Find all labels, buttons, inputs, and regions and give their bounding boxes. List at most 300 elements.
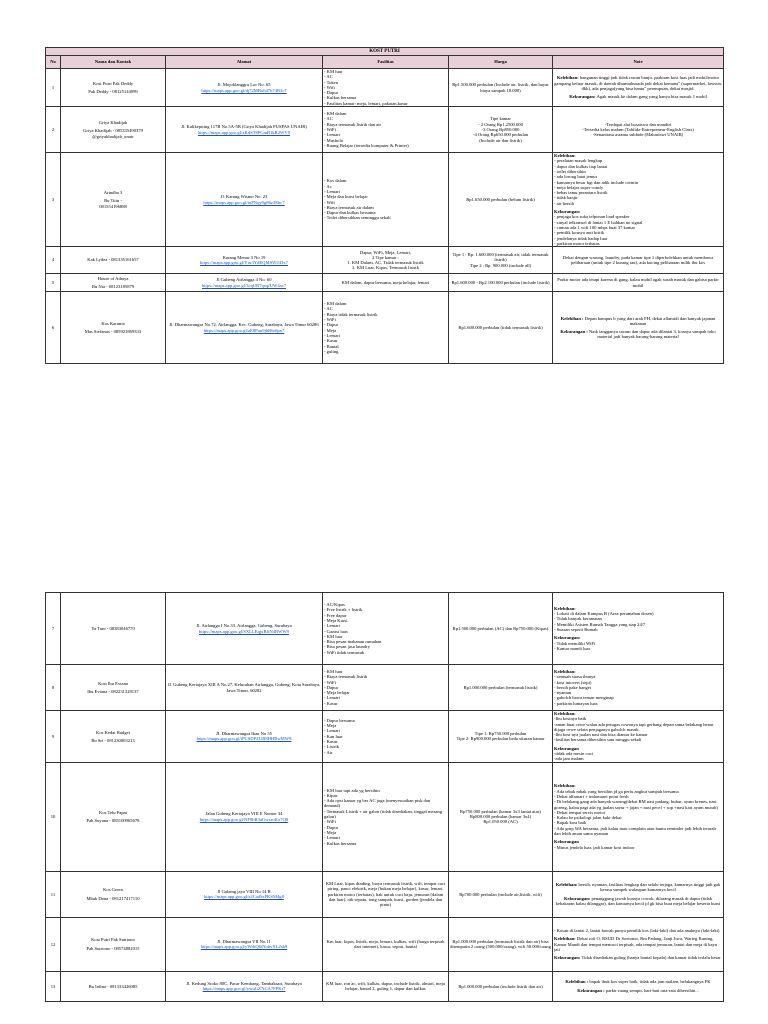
note-cell-line: - Kamar mandi luar [554, 645, 591, 651]
note-cell-line: Kekurangan [554, 745, 579, 751]
facilities-cell-line: - Termasuk Listrik + air galon (tidak disediakan, tinggal mesang galon) [324, 808, 443, 820]
name-contact [61, 69, 166, 107]
facilities-cell-line: - Fasilitas kamar: meja, lemari, pakaian,kasur [324, 100, 408, 106]
maps-link[interactable]: https://maps.app.goo.gl/dj72MBx647b74R3c7 [201, 87, 287, 93]
price-cell-line: Rp700.000 perbulan (include air,listrik, wifi) [459, 891, 542, 897]
facilities-cell-line: - Lemari [324, 132, 340, 138]
name-contact [61, 153, 166, 247]
note-cell-line: Kekurangan: [554, 209, 581, 215]
note-label: Kelebihan: [554, 936, 577, 942]
header-facilities: Fasilitas [323, 56, 449, 69]
facilities-cell-line: - Kasur [324, 700, 338, 706]
address-text: Jl. Mojoklanggru Lor No. 65 [217, 82, 271, 88]
name-contact [61, 107, 166, 153]
price-cell-line: Tipe 2 : Rp. 900.000 (include all) [469, 262, 532, 268]
facilities-cell-line: - AC [324, 306, 333, 312]
note-cell-line: Dekat dengan warung, laundry, pada kamar tipe 1 diperbolehkan untuk membawa peliharaan (untuk tipe 2 kurang tau), ada kucing peliharaan milik ibu kos [562, 254, 714, 266]
name-contact-line: Kak Lydea - 081335161657 [87, 257, 139, 263]
facilities-cell-line: 1. KM Dalam, AC, Tidak termasuk listrik [347, 260, 424, 266]
note-cell-line: - nyaman [554, 690, 572, 696]
name-contact-line: Griya Khadijah - 085335490379 [83, 128, 143, 134]
note-cell-line: Kekurangan: Tidak disediakan guling (hanya bantal kepala) dan kamar tidak terlalu besar [554, 955, 721, 961]
note-cell-line: Kelebihan: [554, 668, 576, 674]
facilities-cell-line: - Mushola [324, 137, 343, 143]
facilities-cell-line: - Dapur bersama [324, 717, 355, 723]
address-cell [166, 871, 323, 917]
facilities-cell-line: - Dapur [324, 90, 339, 96]
facilities-cell-line: - KM dalam [324, 111, 347, 117]
name-contact-line: Bu Irdina - 081333426085 [88, 983, 138, 989]
note-label: Kekurangan: [569, 94, 597, 100]
name-contact-line: Pak Suyana - 085100965678 [86, 818, 140, 824]
address-cell [166, 971, 323, 1001]
note-cell [553, 871, 724, 917]
address-cell [166, 593, 323, 665]
name-contact-line: Kos Green [103, 887, 123, 893]
name-contact-line: Kost Putri Pak Sutriono [91, 937, 135, 943]
note-cell-line: - parkiran motor terbatas [554, 240, 600, 246]
address-cell [166, 69, 323, 107]
facilities-cell-line: - Meja Kursi [324, 617, 348, 623]
note-cell-line: -Terdapat alat hosaiswa dan mandiri [604, 121, 672, 127]
name-contact [61, 711, 166, 763]
price-cell-line: - 2 Orang Rp1.2500.000 [478, 121, 523, 127]
table-row [46, 247, 724, 274]
name-contact [61, 762, 166, 871]
row-number: 11 [46, 871, 61, 917]
table-row [46, 711, 724, 763]
table-row [46, 871, 724, 917]
name-contact [61, 917, 166, 971]
note-cell-line: Kelebihan: bangunan tinggi jadi tidak rawan banjir, parkiran kost luas jadi mobil/motor gampang keluar masuk, di daerah dharmahusada jadi dekat kemana" (supermarket, lawson, dkk), ada penjaga(yang bisa bantu" perempuan, dekat masjid. [554, 75, 722, 92]
facilities-cell [323, 665, 449, 711]
note-cell [553, 971, 724, 1001]
row-number: 5 [46, 274, 61, 292]
note-cell-line: - Kalau ke psikologi jalan kaki dekat [554, 815, 622, 821]
address-text: Karang Menur 3 No 19 [222, 254, 266, 260]
facilities-cell [323, 711, 449, 763]
note-cell-line: - penjaga kos suka telponan loud speaker [554, 214, 630, 220]
note-cell [553, 762, 724, 871]
facilities-cell-line: KM Luar, kipas dinding, biaya termasuk listrik, wifi, tempat cuci piring, panci elektrik, meja (bukan meja belajar), kasur, lemari, parkiran motor (terbatas), bak untuk cuci baju, jemuran (dalam dan luar), rak sepatu, tong sampah, kursi, gorden (jendela dan pintu) [325, 880, 446, 908]
address-text: Jl. Dharmawangsa No.72, Airlangga, Kec. Gubeng, Surabaya, Jawa Timur 60286 [169, 322, 319, 328]
note-cell-line: Parkir motor ada tetapi karena di gang, kalau mobil agak susah masuk dan gabisa parkir mobil [557, 277, 719, 288]
name-contact-line: Kos Karunia [101, 320, 125, 326]
note-label: Kelebihan: [556, 75, 580, 81]
row-number: 10 [46, 762, 61, 871]
price-cell [449, 274, 553, 292]
facilities-cell-line: - Toilet dibersihkan seminggu sekali [324, 215, 391, 221]
note-cell-line: - Tidak memiliki WiFi [554, 640, 596, 646]
row-number: 6 [46, 292, 61, 364]
note-cell-line: - semuah suasa ibunya [554, 674, 596, 680]
maps-link[interactable]: https://maps.app.goo.gl/NF8hB3aGwxroKx7Q8 [199, 816, 289, 822]
facilities-cell [323, 762, 449, 871]
row-number: 2 [46, 107, 61, 153]
address-cell [166, 292, 323, 364]
note-cell-line: - jendelanya tidak hadap luar [554, 235, 608, 241]
note-cell [553, 593, 724, 665]
facilities-cell-line: - Biaya termasuk listrik dan air [324, 121, 382, 127]
note-cell-line: - Tidak banyak keramaian [554, 616, 602, 622]
note-cell-line: - toilet dibersihin [554, 168, 586, 174]
row-number: 8 [46, 665, 61, 711]
note-cell-line: Kekurangan: [554, 635, 581, 641]
note-cell-line: Kelebihan: [554, 605, 576, 611]
table-row [46, 971, 724, 1001]
note-cell-line: - Minus jendela luar, jadi kamar kost indoor [554, 844, 635, 850]
facilities-cell-line: - Dapur [324, 824, 339, 830]
row-number: 9 [46, 711, 61, 763]
note-cell-line: - kamarnya besar bgt dan adik include cermin [554, 179, 639, 185]
facilities-cell-line: - Meja [324, 327, 337, 333]
address-cell [166, 153, 323, 247]
table-page-1 [45, 47, 723, 364]
name-contact-line: Mbak Dona - 081217417110 [86, 895, 140, 901]
facilities-cell-line: - Bantal [324, 343, 339, 349]
name-contact-line: Kos Kedai Budget [96, 729, 130, 735]
address-cell [166, 711, 323, 763]
facilities-cell [323, 292, 449, 364]
facilities-cell-line: - KM dalam [324, 301, 347, 307]
price-cell-line: Rp1.000.000 perbulan (termasuk listrik dan air) bisa ditempatin 2 orang (500.000/orang), wifi 50.000/orang [450, 938, 551, 950]
price-cell [449, 871, 553, 917]
note-cell [553, 292, 724, 364]
note-cell [553, 665, 724, 711]
maps-link[interactable]: https://maps.app.goo.gl/ywuGZ7iCA7FPKr7 [202, 986, 286, 992]
table-row [46, 593, 724, 665]
price-cell-line: Rp1.000.000 perbulan (include listrik dan air) [458, 983, 543, 989]
name-contact-line: Bu Nia - 08123185879 [91, 284, 135, 290]
facilities-cell-line: - Kipas [324, 792, 338, 798]
table-row [46, 762, 724, 871]
note-label: Kekurangan : [577, 987, 606, 993]
address-text: Jl. Airlangga I No.33, Airlangga, Gubeng, Surabaya [196, 623, 292, 629]
note-cell-line: - gabolch bawa teman menginap [554, 695, 614, 701]
name-contact [61, 593, 166, 665]
note-label: Kelebihan : [565, 979, 590, 985]
facilities-cell [323, 274, 449, 292]
name-contact-line: Kost Ibu Eviana [98, 680, 128, 686]
name-contact-line: Arindha 3 [103, 190, 123, 196]
address-text: Jl. Gubeng Kertajaya XIII A No.27, Kelurahan Airlangga, Gubeng, Kota Surabaya, Jawa Timur, 60282 [167, 682, 321, 693]
address-text: Jl Gubeng Airlangga 4 No. 60 [216, 277, 272, 283]
price-cell-line: Rp750.000 perbulan (kamar 3x3 lantai atas) [460, 808, 541, 814]
note-cell-line: - Ada grup WA bersama, jadi kalau mau complain atau bantu reminder jadi lebih terarah dan lebih aman sama nyaman [554, 825, 716, 837]
maps-link[interactable]: https://maps.app.goo.gl/zE8Pun9jhB6r6pn7 [203, 327, 285, 333]
header-row [46, 56, 724, 69]
facilities-cell-line: - Biaya tidak termasuk listrik [324, 311, 378, 317]
note-cell [553, 711, 724, 763]
note-cell-line: - Dekat tempat servis motor [554, 809, 606, 815]
note-cell-line: Kelebihan: bersih, nyaman, fasilitas lengkap dan selalu terjaga, kamarnya tinggi jadi gak kerasa sumpek walaupun kamarnya kecil [555, 882, 721, 893]
facilities-cell-line: - KM luar [324, 668, 343, 674]
note-cell [553, 247, 724, 274]
note-cell-line: Kelebihan: Dekat roti O, RSUD Dr Soetomo, Rm Padang, Janji Jiwa, Warteg Kuning, Kamar Mandi dan tempat mencuci terpisah, ada tempat jemuran, lantai dan meja di kayu jati [554, 936, 718, 952]
facilities-cell-line: Km luar, kipas, listrik, meja, lemari, kulkas, wifi (harga terpisah dari internet), kasur, seprai, bantal [326, 938, 445, 950]
facilities-cell-line: - AC [324, 116, 333, 122]
note-cell-line: -Senantiasa asrama subhide (Mahasiswi UNAIR) [592, 132, 684, 138]
note-cell-line: - cuman ada 1 wifi 100 mbps buat 37 kamar [554, 224, 636, 230]
kost-table-1 [45, 47, 724, 364]
price-cell-line: Rp1.650.000 perbulan (belum listrik) [466, 196, 535, 202]
facilities-cell [323, 593, 449, 665]
note-cell-line: - Lokasi di dalam Kampus B (Area perumahan dosen) [554, 611, 654, 617]
facilities-cell-line: - WiFi [324, 679, 336, 685]
table-page-2 [45, 592, 723, 1002]
maps-link[interactable]: https://maps.app.goo.gl/xKdST8PCmB1kR2WV9 [197, 129, 290, 135]
facilities-cell-line: - Biaya termasuk air dalam [324, 204, 374, 210]
table-title-row [46, 48, 724, 56]
note-cell-line: - sinyal telkomsel di lantai 1 E bahkan no signal [554, 219, 643, 225]
facilities-cell-line: - Dapur [324, 684, 339, 690]
note-cell-line: - Bapak kost baik [554, 820, 587, 826]
facilities-cell-line: - Ruang Belajar (tersedia komputer & Printer) [324, 142, 409, 148]
facilities-cell-line: - WiFi [324, 317, 336, 323]
facilities-cell-line: - Lemari [324, 332, 340, 338]
row-number: 13 [46, 971, 61, 1001]
facilities-cell-line: - KM luar [324, 633, 343, 639]
note-cell-line: -aman buat cewe walau ada petugas cowonya tapi gerbang depan sama belakang benar dijaga cewe selain penjaganya gabolch masuk. [554, 721, 714, 732]
maps-link[interactable]: https://maps.app.goo.gl/iPCSDPZUB8HHBwMW8 [196, 736, 292, 742]
address-cell [166, 665, 323, 711]
name-contact [61, 292, 166, 364]
facilities-cell-line: 2 Tipe kamar : [372, 254, 399, 260]
price-cell-line: Rp1.600.000 perbulan (tidak termasuk listrik) [458, 324, 543, 330]
price-cell [449, 711, 553, 763]
row-number: 1 [46, 69, 61, 107]
note-cell-line: Kelebihan: [554, 711, 576, 716]
note-cell [553, 274, 724, 292]
address-cell [166, 274, 323, 292]
price-cell [449, 665, 553, 711]
note-cell [553, 153, 724, 247]
address-cell [166, 917, 323, 971]
maps-link[interactable]: https://maps.app.goo.gl/yWrbQ6tNohvXL2sb9 [200, 944, 288, 950]
facilities-cell-line: - Listrik [324, 744, 339, 750]
table-row [46, 107, 724, 153]
price-cell-line: Rp1.000.000 perbulan (termasuk listrik) [463, 684, 538, 690]
maps-link[interactable]: https://maps.app.goo.gl/SXLLEqjxRfiN4BWW9 [199, 628, 289, 634]
facilities-cell-line: - Meja belajar [324, 690, 350, 696]
price-cell-line: Rp800.000 perbulan (kamar 3x4) [469, 814, 532, 820]
facilities-cell-line: - Biaya termasuk listrik [324, 674, 368, 680]
address-cell [166, 107, 323, 153]
name-contact-line: Bu Sri - 081230003213 [91, 737, 135, 743]
address-text: Jl. Dharmawangsa VII No.11 [217, 938, 271, 944]
price-cell-line: Tipe 1 : Rp. 1.600.000 (termasuk air, tidak termasuk listrik) [452, 252, 549, 263]
note-cell-line: Kelebihan : bapak ibuk kos super baik, tidak ada jam malam, belakangnya FK [565, 979, 711, 985]
facilities-cell-line: KM luar, ron ac, wifi, kulkas, dapur, include listrik, almari, meja belajar, bantal 2, guling 1, dapur dan kulkas [326, 980, 445, 992]
price-cell-line: Tipe 2: Rp900.000 perbulan beda ukuran kamar [456, 736, 545, 742]
row-number: 3 [46, 153, 61, 247]
note-cell-line: - pemilik kosnya anti kritik [554, 230, 605, 236]
price-cell-line: Tipe 1: Rp750.000 perbulan [474, 731, 527, 737]
address-text: Jl. Kalikepiting 117B No.5A-5B (Griya Khadijah PUSPAS UNAIR) [181, 124, 307, 130]
name-contact [61, 971, 166, 1001]
name-contact-line: Bu Titin - [104, 198, 122, 204]
table-row [46, 274, 724, 292]
price-cell-line: Rp1.050.000 (AC) [483, 819, 518, 825]
price-cell [449, 917, 553, 971]
name-contact-line: Griya Khadijah [98, 120, 128, 126]
note-cell [553, 69, 724, 107]
facilities-cell [323, 153, 449, 247]
price-cell-line: -3 Orang Rp850.000 [481, 126, 520, 132]
note-cell [553, 917, 724, 971]
note-cell-line: - air bersih [554, 200, 574, 206]
facilities-cell-line: - KM luar [324, 69, 343, 74]
note-label: Kekurangan: [563, 895, 592, 901]
facilities-cell-line: - Bisa pesan jasa laundry [324, 644, 370, 650]
facilities-cell-line: - AC [324, 74, 333, 80]
facilities-cell-line: - Wifi [324, 199, 335, 205]
facilities-cell-line: - Kasur [324, 338, 338, 344]
facilities-cell-line: - Token [324, 79, 339, 85]
address-text: Jl Gubeng jaya VIII No 14 B [217, 888, 271, 894]
address-text: Jl. Karang Wismo No. 23 [220, 194, 268, 200]
note-label: Kekurangan : [560, 329, 589, 335]
facilities-cell-line: - Meja [324, 829, 337, 835]
note-cell-line: - bersih pake banget [554, 684, 592, 690]
facilities-cell [323, 107, 449, 153]
table-row [46, 292, 724, 364]
address-cell [166, 247, 323, 274]
note-cell-line: Kekurangan: Agak masuk ke dalam gang yang hanya bisa masuk 1 mobil [569, 94, 707, 100]
price-cell-line: Tipe kamar [490, 116, 511, 122]
note-cell-line: - Ada tebak mbak yang bersihin jd ga perlu angkut sampah bersama [554, 788, 679, 794]
note-cell-line: Kekurangan : Naik tangganya curam dan dapur ada dilantai 3, kosnya sampah toko material jadi banyak barang-barang material [560, 329, 716, 340]
facilities-cell-line: - Wifi [324, 84, 335, 90]
facilities-cell-line: - KM luar tapi ada yg bersihin [324, 787, 380, 793]
note-cell-line: -fasilitas bersama dibersihin satu minggu sekali [554, 737, 642, 743]
row-number: 12 [46, 917, 61, 971]
note-cell-line: - Memiliki Asisten Rumah Tangga yang siap 24/7 [554, 621, 646, 627]
name-contact-line: Pak Sutriono - 08574882015 [86, 945, 140, 951]
facilities-cell-line: KM dalam, dapur bersama, meja belajar, lemari [341, 279, 430, 285]
facilities-cell-line: - Free listrik + listrik [324, 607, 363, 613]
address-text: Jalan Gubeng Kertajaya VIII E Nomor 34 [205, 811, 283, 817]
note-cell-line: - dapur dan kulkas tiap lantai [554, 163, 608, 169]
facilities-cell-line: - WiFi [324, 819, 336, 825]
note-cell-line: - meja belajar super comfy [554, 184, 604, 190]
facilities-cell-line: - Air [324, 749, 333, 755]
facilities-cell-line: - Meja [324, 723, 337, 729]
note-cell-line: Kelebihan: [554, 153, 576, 159]
note-cell-line: -tidak ada mesin cuci [554, 751, 594, 757]
price-cell [449, 69, 553, 107]
note-cell-line: - Kosan di lantai 2, lantai bawah punya pemilik kos (laki-laki) dan ada anaknya (laki-laki) [554, 927, 720, 933]
header-no: No [46, 56, 61, 69]
facilities-cell [323, 69, 449, 107]
facilities-cell-line: - Dapur [324, 322, 339, 328]
name-contact-line: House of Athaya [97, 275, 129, 281]
price-cell [449, 762, 553, 871]
note-cell [553, 107, 724, 153]
maps-link[interactable]: https://maps.app.goo.gl/tuPNqy9g86z3Ehc7 [203, 199, 285, 205]
facilities-cell [323, 971, 449, 1001]
name-contact-line: Ibu Eviana - 082231328137 [87, 689, 139, 694]
facilities-cell-line: - Bisa pesan makanan rumahan [324, 639, 382, 645]
header-note: Note [553, 56, 724, 69]
note-cell-line: Kelebihan : Depan kampus b yang dari arah FH, dekat alfamidi dan banyak jajanan makanan [560, 315, 716, 326]
note-cell-line: - Suasan seperti Rumah [554, 627, 598, 632]
name-contact-line: Ya Tuni - 08383046770 [91, 625, 135, 631]
header-name: Nama dan Kontak [61, 56, 166, 69]
row-number: 4 [46, 247, 61, 274]
note-cell-line: - bebas tamu perantara listrik [554, 190, 608, 196]
note-cell-line: Kekurangan: penanggung jawab kosnya cowok, dilarang masak di dapur (tidak kebakaran kalau dilanggar), dan kamarnya kecil jd gk bisa buat meja belajar beserta kursi [555, 895, 721, 906]
note-cell-line: - ada lorong buat jemur [554, 174, 598, 180]
facilities-cell-line: - Lemari [324, 835, 340, 841]
note-cell-line: -Ibu kost nya jualan nasi dan bisa diantar ke kamar [554, 732, 648, 738]
facilities-cell-line: - Lemari [324, 728, 340, 734]
facilities-cell-line: - Kan luar [324, 733, 343, 739]
facilities-cell-line: - Lemari [324, 623, 340, 629]
note-cell-line: Kekurangan : parkir ruang sempit, hati-hati rata-rata dibersihin... [577, 987, 699, 993]
name-contact-line: Pak Deddy - 08125144099 [88, 89, 138, 95]
note-cell-line: - parkiran lumayan luas [554, 700, 598, 706]
name-contact-line: Kost Putri Pak Deddy [92, 80, 134, 86]
note-cell-line: -Tersedia kelas malam (Tahfidz-Entrepreneur-English Class) [582, 126, 694, 132]
price-cell-line: -4 Orang Rp650.000 perbulan [472, 132, 529, 138]
note-cell-line: Kekurangan [554, 839, 579, 845]
facilities-cell-line: - Free dapur [324, 612, 347, 618]
facilities-cell-line: - Kulkas bersama [324, 95, 357, 101]
name-contact [61, 871, 166, 917]
facilities-cell-line: - guling [324, 348, 339, 354]
facilities-cell-line: - Dapur dan kulkas bersama [324, 210, 376, 216]
table-row [46, 69, 724, 107]
price-cell [449, 153, 553, 247]
name-contact-line: 081554196888 [99, 203, 127, 209]
note-cell-line: -Ibu kostnya baik [554, 716, 587, 722]
maps-link[interactable]: https://maps.app.goo.gl/3cqUR7qsqJUW4ac7 [201, 282, 287, 288]
facilities-cell-line: - Lemari [324, 695, 340, 701]
table-row [46, 153, 724, 247]
address-cell [166, 762, 323, 871]
table-row [46, 917, 724, 971]
facilities-cell-line: - Ada opsi kamar yg ber AC juga (menyesuaikan pisk dan demand) [324, 798, 431, 809]
address-text: Jl. Kedung Sroko 80C, Pacar Kembang, Tambaksari, Surabaya [186, 980, 302, 986]
row-number: 7 [46, 593, 61, 665]
facilities-cell [323, 247, 449, 274]
facilities-cell [323, 871, 449, 917]
note-cell-line: - tidak banjir [554, 195, 578, 201]
facilities-cell-line: - AC/Kipas [324, 602, 345, 608]
note-label: Kelebihan : [560, 315, 585, 321]
address-text: JL Dharmawangsa Ikan No 55 [216, 731, 272, 737]
price-cell-line: Rp1.600.000 - Rp2.100.000 perbulan (include listrik) [451, 279, 550, 285]
facilities-cell-line: - Meja dan kursi belajar [324, 194, 368, 200]
price-cell [449, 971, 553, 1001]
table-title: KOST PUTRI [46, 48, 724, 56]
note-cell-line: Kelebihan: [554, 783, 576, 789]
note-cell-line: -ada jam malam [554, 756, 584, 762]
maps-link[interactable]: https://maps.app.goo.gl/Yru3YdEQMSWt1Dx7 [200, 260, 288, 266]
table-row [46, 665, 724, 711]
maps-link[interactable]: https://maps.app.goo.gl/z2CadSsFKSM4g8 [204, 894, 284, 900]
header-price: Harga [449, 56, 553, 69]
facilities-cell [323, 917, 449, 971]
facilities-cell-line: - Ac [324, 183, 332, 189]
price-cell [449, 292, 553, 364]
price-cell-line: (Include air dan listrik) [479, 137, 522, 143]
note-cell-line: - kost intovert (sepi) [554, 679, 592, 685]
name-contact-line: Kos Telu Papat [99, 809, 127, 815]
price-cell [449, 593, 553, 665]
note-cell-line: - peralatan masak lengkap [554, 158, 603, 164]
